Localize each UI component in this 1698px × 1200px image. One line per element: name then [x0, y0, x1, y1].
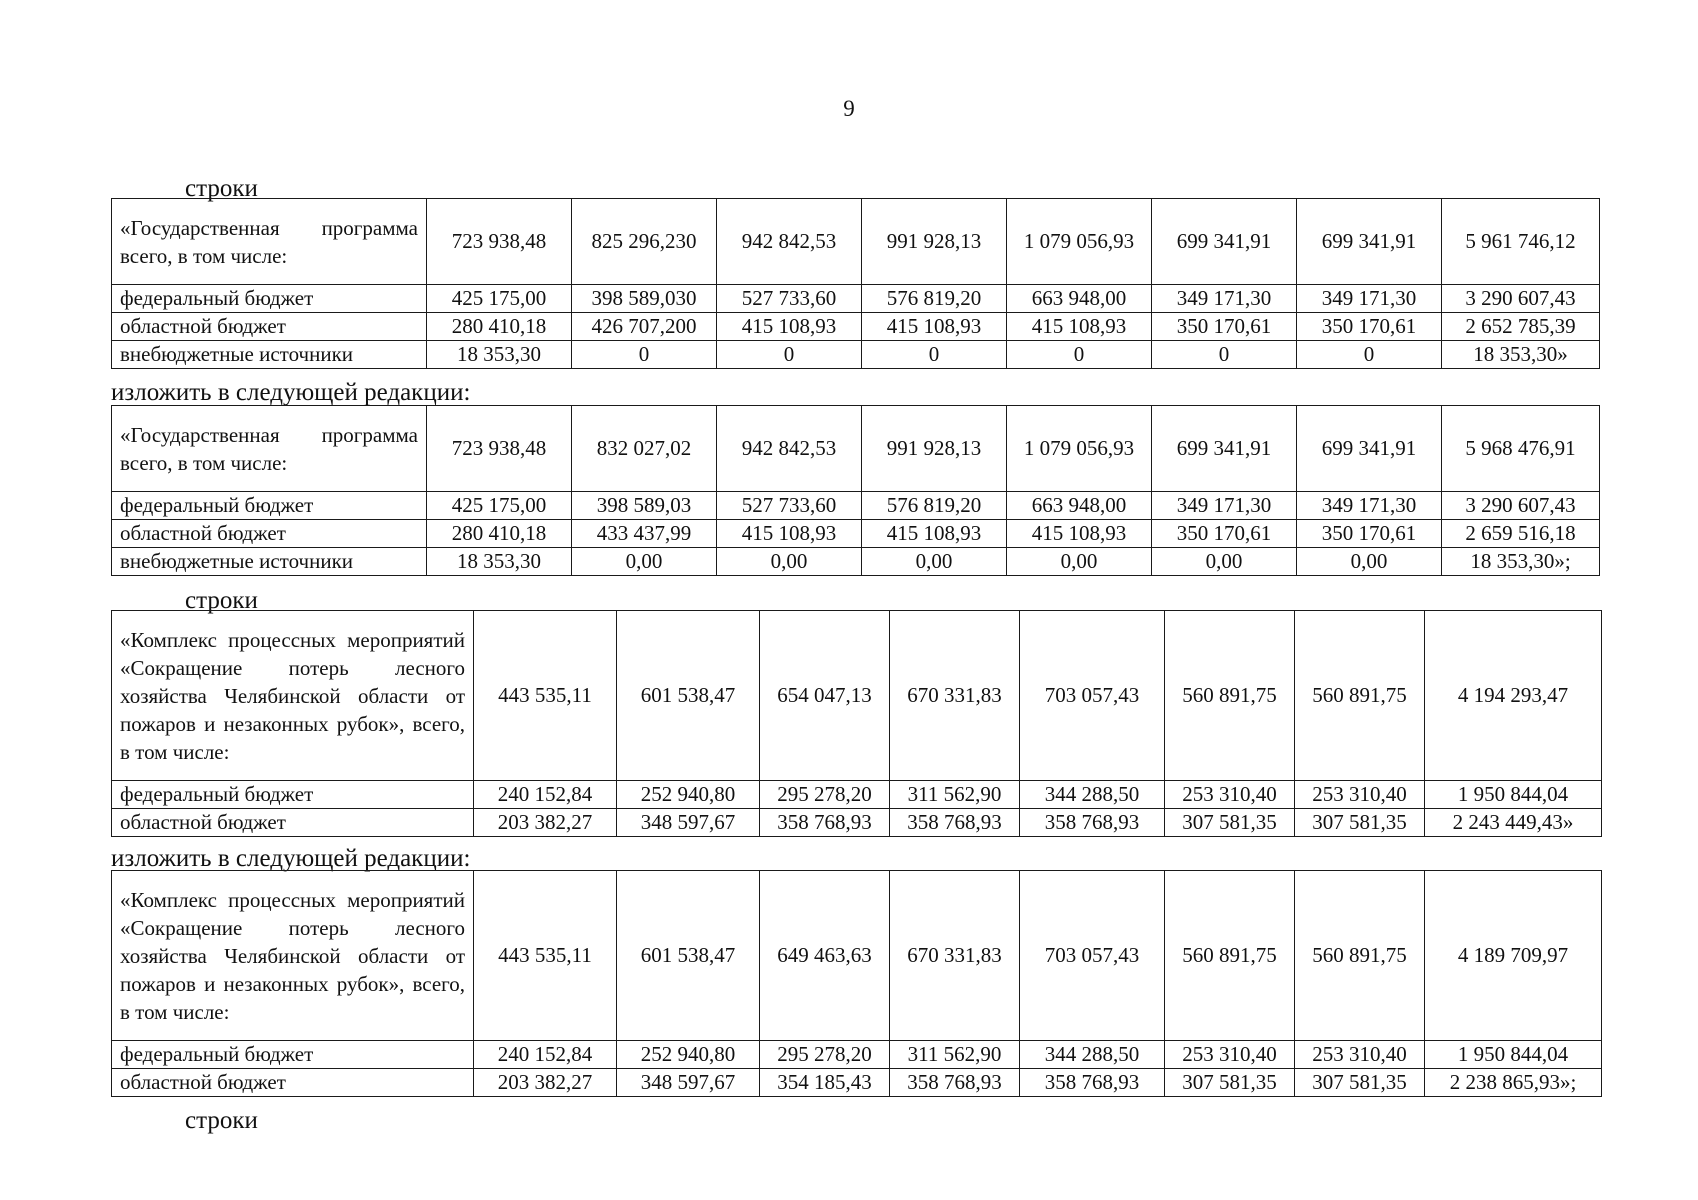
- value-cell: 311 562,90: [890, 781, 1020, 809]
- caption-new-edition-2: изложить в следующей редакции:: [111, 845, 471, 872]
- row-label: «Комплекс процессных мероприятий «Сокращение потерь лесного хозяйства Челябинской области от пожаров и незаконных рубок», всего, в том числе:: [112, 871, 474, 1041]
- value-cell: 253 310,40: [1295, 1041, 1425, 1069]
- value-cell: 5 961 746,12: [1442, 199, 1600, 285]
- table-row: [112, 285, 1600, 313]
- value-cell: 654 047,13: [760, 611, 890, 781]
- value-cell: 4 189 709,97: [1425, 871, 1602, 1041]
- value-cell: 348 597,67: [617, 1069, 760, 1097]
- value-cell: 576 819,20: [862, 492, 1007, 520]
- value-cell: 576 819,20: [862, 285, 1007, 313]
- value-cell: 253 310,40: [1165, 781, 1295, 809]
- value-cell: 663 948,00: [1007, 285, 1152, 313]
- value-cell: 942 842,53: [717, 406, 862, 492]
- value-cell: 2 659 516,18: [1442, 520, 1600, 548]
- value-cell: 415 108,93: [862, 520, 1007, 548]
- value-cell: 344 288,50: [1020, 781, 1165, 809]
- value-cell: 358 768,93: [760, 809, 890, 837]
- value-cell: 601 538,47: [617, 611, 760, 781]
- value-cell: 18 353,30»: [1442, 341, 1600, 369]
- value-cell: 203 382,27: [474, 809, 617, 837]
- value-cell: 1 950 844,04: [1425, 781, 1602, 809]
- value-cell: 18 353,30: [427, 548, 572, 576]
- table-row-main: [112, 871, 1602, 1041]
- value-cell: 425 175,00: [427, 492, 572, 520]
- row-label: федеральный бюджет: [112, 781, 474, 809]
- caption-rows-2: строки: [185, 587, 258, 614]
- value-cell: 0: [572, 341, 717, 369]
- caption-rows-3: строки: [185, 1107, 258, 1134]
- value-cell: 415 108,93: [862, 313, 1007, 341]
- table-row-main: [112, 406, 1600, 492]
- value-cell: 4 194 293,47: [1425, 611, 1602, 781]
- value-cell: 0,00: [862, 548, 1007, 576]
- row-label: «Государственная программа всего, в том числе:: [112, 199, 427, 285]
- value-cell: 670 331,83: [890, 871, 1020, 1041]
- value-cell: 252 940,80: [617, 1041, 760, 1069]
- table-row: [112, 1041, 1602, 1069]
- value-cell: 649 463,63: [760, 871, 890, 1041]
- value-cell: 358 768,93: [890, 1069, 1020, 1097]
- value-cell: 991 928,13: [862, 199, 1007, 285]
- value-cell: 703 057,43: [1020, 871, 1165, 1041]
- value-cell: 295 278,20: [760, 1041, 890, 1069]
- value-cell: 699 341,91: [1297, 199, 1442, 285]
- value-cell: 1 950 844,04: [1425, 1041, 1602, 1069]
- value-cell: 398 589,030: [572, 285, 717, 313]
- value-cell: 699 341,91: [1152, 199, 1297, 285]
- value-cell: 415 108,93: [717, 520, 862, 548]
- value-cell: 560 891,75: [1165, 871, 1295, 1041]
- table-row: [112, 781, 1602, 809]
- value-cell: 358 768,93: [1020, 1069, 1165, 1097]
- table-row: [112, 520, 1600, 548]
- row-label: областной бюджет: [112, 313, 427, 341]
- value-cell: 0: [717, 341, 862, 369]
- value-cell: 663 948,00: [1007, 492, 1152, 520]
- table-row: [112, 341, 1600, 369]
- value-cell: 670 331,83: [890, 611, 1020, 781]
- value-cell: 295 278,20: [760, 781, 890, 809]
- value-cell: 2 238 865,93»;: [1425, 1069, 1602, 1097]
- table-program-old: [111, 198, 1600, 369]
- value-cell: 253 310,40: [1165, 1041, 1295, 1069]
- value-cell: 3 290 607,43: [1442, 285, 1600, 313]
- value-cell: 307 581,35: [1165, 809, 1295, 837]
- value-cell: 991 928,13: [862, 406, 1007, 492]
- value-cell: 0,00: [717, 548, 862, 576]
- row-label: федеральный бюджет: [112, 492, 427, 520]
- value-cell: 0,00: [1297, 548, 1442, 576]
- value-cell: 18 353,30»;: [1442, 548, 1600, 576]
- value-cell: 825 296,230: [572, 199, 717, 285]
- value-cell: 832 027,02: [572, 406, 717, 492]
- value-cell: 527 733,60: [717, 285, 862, 313]
- value-cell: 203 382,27: [474, 1069, 617, 1097]
- value-cell: 2 652 785,39: [1442, 313, 1600, 341]
- value-cell: 425 175,00: [427, 285, 572, 313]
- row-label: внебюджетные источники: [112, 548, 427, 576]
- value-cell: 398 589,03: [572, 492, 717, 520]
- value-cell: 0: [1152, 341, 1297, 369]
- table-row: [112, 492, 1600, 520]
- value-cell: 311 562,90: [890, 1041, 1020, 1069]
- value-cell: 18 353,30: [427, 341, 572, 369]
- value-cell: 349 171,30: [1152, 285, 1297, 313]
- value-cell: 349 171,30: [1152, 492, 1297, 520]
- value-cell: 443 535,11: [474, 611, 617, 781]
- caption-new-edition-1: изложить в следующей редакции:: [111, 379, 471, 406]
- value-cell: 426 707,200: [572, 313, 717, 341]
- value-cell: 253 310,40: [1295, 781, 1425, 809]
- value-cell: 349 171,30: [1297, 285, 1442, 313]
- value-cell: 280 410,18: [427, 313, 572, 341]
- value-cell: 433 437,99: [572, 520, 717, 548]
- value-cell: 2 243 449,43»: [1425, 809, 1602, 837]
- row-label: областной бюджет: [112, 1069, 474, 1097]
- value-cell: 0: [862, 341, 1007, 369]
- value-cell: 3 290 607,43: [1442, 492, 1600, 520]
- value-cell: 358 768,93: [890, 809, 1020, 837]
- row-label: областной бюджет: [112, 809, 474, 837]
- value-cell: 307 581,35: [1165, 1069, 1295, 1097]
- value-cell: 5 968 476,91: [1442, 406, 1600, 492]
- row-label: федеральный бюджет: [112, 1041, 474, 1069]
- value-cell: 560 891,75: [1165, 611, 1295, 781]
- value-cell: 415 108,93: [1007, 313, 1152, 341]
- caption-rows-1: строки: [185, 175, 258, 202]
- value-cell: 350 170,61: [1152, 520, 1297, 548]
- value-cell: 443 535,11: [474, 871, 617, 1041]
- value-cell: 307 581,35: [1295, 1069, 1425, 1097]
- value-cell: 0,00: [572, 548, 717, 576]
- table-row: [112, 809, 1602, 837]
- value-cell: 723 938,48: [427, 199, 572, 285]
- value-cell: 240 152,84: [474, 1041, 617, 1069]
- row-label: внебюджетные источники: [112, 341, 427, 369]
- value-cell: 0: [1297, 341, 1442, 369]
- value-cell: 0,00: [1152, 548, 1297, 576]
- value-cell: 699 341,91: [1152, 406, 1297, 492]
- row-label: федеральный бюджет: [112, 285, 427, 313]
- value-cell: 280 410,18: [427, 520, 572, 548]
- value-cell: 307 581,35: [1295, 809, 1425, 837]
- value-cell: 344 288,50: [1020, 1041, 1165, 1069]
- value-cell: 699 341,91: [1297, 406, 1442, 492]
- value-cell: 560 891,75: [1295, 871, 1425, 1041]
- value-cell: 1 079 056,93: [1007, 406, 1152, 492]
- value-cell: 415 108,93: [717, 313, 862, 341]
- value-cell: 723 938,48: [427, 406, 572, 492]
- table-complex-old: [111, 610, 1602, 837]
- value-cell: 703 057,43: [1020, 611, 1165, 781]
- value-cell: 349 171,30: [1297, 492, 1442, 520]
- row-label: областной бюджет: [112, 520, 427, 548]
- page-number: 9: [843, 96, 855, 121]
- value-cell: 1 079 056,93: [1007, 199, 1152, 285]
- value-cell: 942 842,53: [717, 199, 862, 285]
- value-cell: 527 733,60: [717, 492, 862, 520]
- value-cell: 354 185,43: [760, 1069, 890, 1097]
- table-complex-new: [111, 870, 1602, 1097]
- table-row-main: [112, 611, 1602, 781]
- value-cell: 240 152,84: [474, 781, 617, 809]
- value-cell: 348 597,67: [617, 809, 760, 837]
- row-label: «Государственная программа всего, в том числе:: [112, 406, 427, 492]
- value-cell: 350 170,61: [1152, 313, 1297, 341]
- table-row: [112, 1069, 1602, 1097]
- value-cell: 350 170,61: [1297, 313, 1442, 341]
- value-cell: 601 538,47: [617, 871, 760, 1041]
- value-cell: 350 170,61: [1297, 520, 1442, 548]
- value-cell: 358 768,93: [1020, 809, 1165, 837]
- table-program-new: [111, 405, 1600, 576]
- value-cell: 415 108,93: [1007, 520, 1152, 548]
- table-row-main: [112, 199, 1600, 285]
- table-row: [112, 313, 1600, 341]
- table-row: [112, 548, 1600, 576]
- value-cell: 252 940,80: [617, 781, 760, 809]
- value-cell: 0: [1007, 341, 1152, 369]
- value-cell: 0,00: [1007, 548, 1152, 576]
- value-cell: 560 891,75: [1295, 611, 1425, 781]
- row-label: «Комплекс процессных мероприятий «Сокращение потерь лесного хозяйства Челябинской области от пожаров и незаконных рубок», всего, в том числе:: [112, 611, 474, 781]
